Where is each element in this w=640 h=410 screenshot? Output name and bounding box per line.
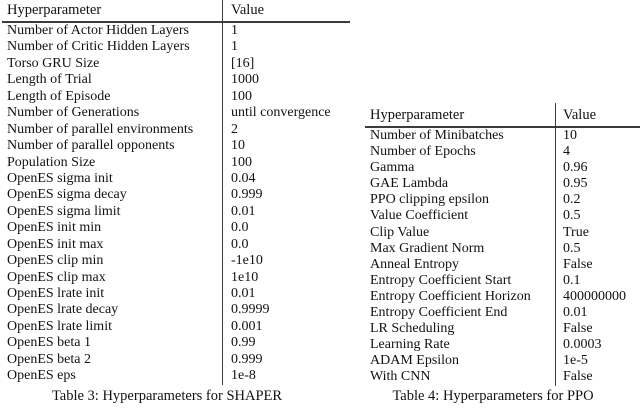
hyperparameter-value: 0.999 xyxy=(222,187,350,203)
hyperparameter-value: 0.99 xyxy=(222,335,350,351)
hyperparameter-name: Number of Actor Hidden Layers xyxy=(7,23,189,38)
hyperparameter-name: Max Gradient Norm xyxy=(370,240,485,256)
hyperparameter-name: GAE Lambda xyxy=(370,176,449,192)
table-body xyxy=(2,23,350,385)
hyperparameter-value: 1 xyxy=(222,39,350,55)
hyperparameter-name: LR Scheduling xyxy=(370,321,455,337)
hyperparameter-value: 0.0 xyxy=(222,237,350,253)
ppo-hyperparameters-table xyxy=(365,103,640,386)
table-row xyxy=(2,204,350,220)
hyperparameter-value: 100 xyxy=(222,155,350,171)
column-header-hyperparameter: Hyperparameter xyxy=(7,2,102,18)
hyperparameter-value: 0.01 xyxy=(222,204,350,220)
hyperparameter-name: With CNN xyxy=(370,369,431,385)
hyperparameter-name: Value Coefficient xyxy=(370,208,469,224)
shaper-hyperparameters-table xyxy=(2,0,350,385)
hyperparameter-value: 2 xyxy=(222,122,350,138)
table-row xyxy=(365,369,640,385)
hyperparameter-value: 400000000 xyxy=(555,289,640,305)
hyperparameter-name: OpenES lrate limit xyxy=(7,318,112,334)
hyperparameter-name: OpenES beta 2 xyxy=(7,351,91,367)
table-row xyxy=(2,319,350,335)
hyperparameter-name: OpenES beta 1 xyxy=(7,335,91,351)
table-row xyxy=(365,208,640,224)
table-row xyxy=(2,122,350,138)
table-row xyxy=(365,176,640,192)
column-header-value: Value xyxy=(222,0,350,21)
table-row xyxy=(2,253,350,269)
hyperparameter-name: Clip Value xyxy=(370,224,430,240)
hyperparameter-name: Torso GRU Size xyxy=(7,55,100,71)
hyperparameter-value: [16] xyxy=(222,56,350,72)
hyperparameter-value: 100 xyxy=(222,89,350,105)
hyperparameter-name: OpenES eps xyxy=(7,368,76,384)
table-row xyxy=(2,138,350,154)
hyperparameter-value: 10 xyxy=(555,128,640,144)
hyperparameter-value: 0.0 xyxy=(222,220,350,236)
table-row xyxy=(365,257,640,273)
hyperparameter-name: Gamma xyxy=(370,160,415,176)
hyperparameter-value: 1e-8 xyxy=(222,368,350,384)
hyperparameter-name: Entropy Coefficient End xyxy=(370,305,508,321)
table-row xyxy=(2,335,350,351)
table-row xyxy=(2,286,350,302)
table-3-caption: Table 3: Hyperparameters for SHAPER xyxy=(51,388,283,404)
hyperparameter-value: 0.9999 xyxy=(222,302,350,318)
hyperparameter-value: False xyxy=(555,257,640,273)
hyperparameter-name: Number of Epochs xyxy=(370,144,476,160)
table-row xyxy=(2,155,350,171)
hyperparameter-name: OpenES clip max xyxy=(7,269,106,285)
hyperparameter-name: Population Size xyxy=(7,154,96,170)
table-row xyxy=(365,241,640,257)
table-row xyxy=(365,128,640,144)
table-row xyxy=(365,337,640,353)
table-row xyxy=(2,270,350,286)
hyperparameter-name: Number of Minibatches xyxy=(370,128,504,143)
table-row xyxy=(365,289,640,305)
hyperparameter-value: until convergence xyxy=(222,105,350,121)
table-row xyxy=(2,23,350,39)
hyperparameter-name: Number of Generations xyxy=(7,105,140,121)
table-row xyxy=(2,220,350,236)
hyperparameter-name: Length of Episode xyxy=(7,88,111,104)
hyperparameter-name: Number of Critic Hidden Layers xyxy=(7,39,190,55)
table-row xyxy=(365,225,640,241)
hyperparameter-name: Number of parallel environments xyxy=(7,121,194,137)
hyperparameter-value: 1e10 xyxy=(222,270,350,286)
table-row xyxy=(365,160,640,176)
table-row xyxy=(365,273,640,289)
hyperparameter-name: Entropy Coefficient Horizon xyxy=(370,288,531,304)
hyperparameter-value: 0.5 xyxy=(555,241,640,257)
hyperparameter-value: 0.01 xyxy=(222,286,350,302)
hyperparameter-value: 0.96 xyxy=(555,160,640,176)
hyperparameter-value: -1e10 xyxy=(222,253,350,269)
hyperparameter-value: 0.999 xyxy=(222,352,350,368)
hyperparameter-value: False xyxy=(555,369,640,385)
table-row xyxy=(2,368,350,384)
hyperparameter-value: 0.2 xyxy=(555,192,640,208)
hyperparameter-name: ADAM Epsilon xyxy=(370,353,460,369)
table-row xyxy=(2,171,350,187)
hyperparameter-value: 10 xyxy=(222,138,350,154)
table-row xyxy=(2,302,350,318)
table-row xyxy=(2,352,350,368)
hyperparameter-value: 1e-5 xyxy=(555,353,640,369)
table-row xyxy=(2,237,350,253)
hyperparameter-name: Length of Trial xyxy=(7,72,92,88)
hyperparameter-name: OpenES clip min xyxy=(7,253,104,269)
table-row xyxy=(365,144,640,160)
hyperparameter-name: OpenES sigma init xyxy=(7,170,113,186)
hyperparameter-name: OpenES init min xyxy=(7,220,102,236)
hyperparameter-value: 0.001 xyxy=(222,319,350,335)
table-header-row xyxy=(365,103,640,128)
table-row xyxy=(2,72,350,88)
hyperparameter-name: OpenES lrate decay xyxy=(7,302,119,318)
hyperparameter-name: OpenES lrate init xyxy=(7,286,105,301)
table-row xyxy=(2,56,350,72)
table-row xyxy=(2,187,350,203)
hyperparameter-value: 0.95 xyxy=(555,176,640,192)
column-header-hyperparameter: Hyperparameter xyxy=(370,107,465,123)
table-row xyxy=(2,39,350,55)
hyperparameter-value: 0.01 xyxy=(555,305,640,321)
hyperparameter-value: 0.0003 xyxy=(555,337,640,353)
hyperparameter-value: 1 xyxy=(222,23,350,39)
hyperparameter-name: Number of parallel opponents xyxy=(7,138,175,154)
table-4-caption: Table 4: Hyperparameters for PPO xyxy=(392,388,594,404)
table-header-row xyxy=(2,0,350,23)
column-header-value: Value xyxy=(555,103,640,126)
hyperparameter-value: 0.04 xyxy=(222,171,350,187)
table-row xyxy=(2,105,350,121)
hyperparameter-name: OpenES sigma limit xyxy=(7,203,121,219)
table-row xyxy=(2,89,350,105)
table-body xyxy=(365,128,640,386)
hyperparameter-name: Anneal Entropy xyxy=(370,256,460,272)
hyperparameter-value: True xyxy=(555,225,640,241)
table-row xyxy=(365,192,640,208)
table-row xyxy=(365,353,640,369)
hyperparameter-name: Entropy Coefficient Start xyxy=(370,272,512,288)
hyperparameter-name: Learning Rate xyxy=(370,337,450,353)
hyperparameter-value: 0.5 xyxy=(555,208,640,224)
hyperparameter-value: 1000 xyxy=(222,72,350,88)
hyperparameter-value: False xyxy=(555,321,640,337)
table-row xyxy=(365,305,640,321)
hyperparameter-value: 0.1 xyxy=(555,273,640,289)
hyperparameter-value: 4 xyxy=(555,144,640,160)
hyperparameter-name: OpenES init max xyxy=(7,236,104,252)
hyperparameter-name: OpenES sigma decay xyxy=(7,187,127,203)
hyperparameter-name: PPO clipping epsilon xyxy=(370,192,490,208)
table-row xyxy=(365,321,640,337)
